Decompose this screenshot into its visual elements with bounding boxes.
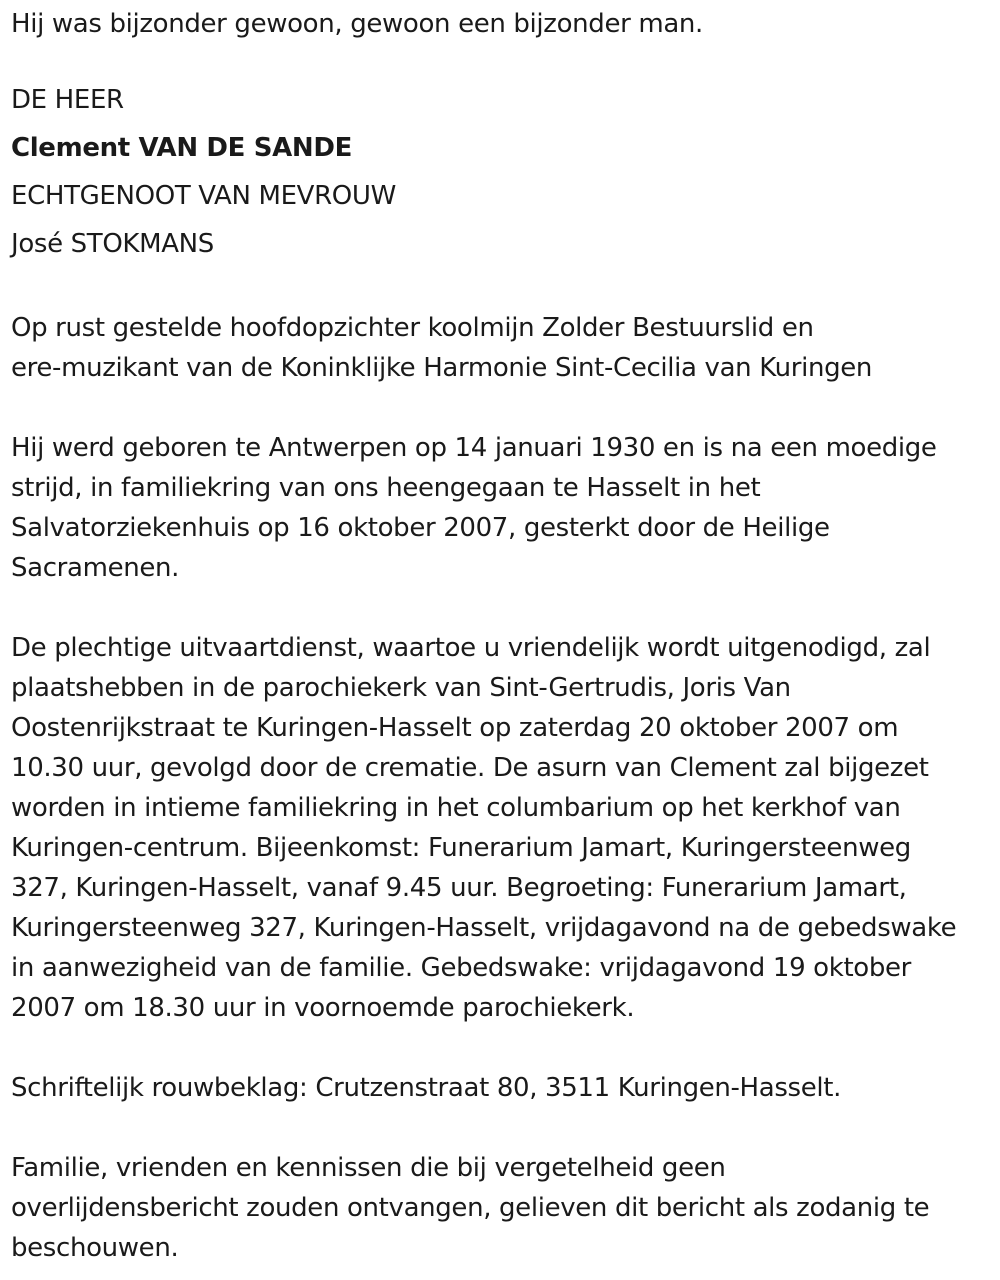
paragraph-line: in aanwezigheid van de familie. Gebedswake: vrijdagavond 19 oktober	[11, 953, 911, 983]
paragraph-birth-death	[11, 428, 993, 588]
paragraph-line: Kuringersteenweg 327, Kuringen-Hasselt, vrijdagavond na de gebedswake	[11, 913, 957, 943]
paragraph-line: Salvatorziekenhuis op 16 oktober 2007, gesterkt door de Heilige	[11, 513, 830, 543]
paragraph-line: Sacramenen.	[11, 553, 180, 583]
obituary-document	[11, 4, 993, 1268]
paragraph-line: Oostenrijkstraat te Kuringen-Hasselt op zaterdag 20 oktober 2007 om	[11, 713, 899, 743]
spouse-name: José STOKMANS	[11, 229, 214, 259]
paragraph-line: overlijdensbericht zouden ontvangen, gelieven dit bericht als zodanig te	[11, 1193, 930, 1223]
spacer	[11, 268, 993, 308]
paragraph-condolences	[11, 1068, 993, 1108]
motto: Hij was bijzonder gewoon, gewoon een bijzonder man.	[11, 9, 703, 39]
spacer	[11, 1028, 993, 1068]
paragraph-career	[11, 308, 993, 388]
paragraph-line: strijd, in familiekring van ons heengegaan te Hasselt in het	[11, 473, 761, 503]
paragraph-line: 327, Kuringen-Hasselt, vanaf 9.45 uur. Begroeting: Funerarium Jamart,	[11, 873, 907, 903]
paragraph-line: ere-muzikant van de Koninklijke Harmonie Sint-Cecilia van Kuringen	[11, 353, 873, 383]
paragraph-line: 10.30 uur, gevolgd door de crematie. De asurn van Clement zal bijgezet	[11, 753, 929, 783]
paragraph-line: worden in intieme familiekring in het columbarium op het kerkhof van	[11, 793, 901, 823]
spacer	[11, 588, 993, 628]
paragraph-line: Op rust gestelde hoofdopzichter koolmijn Zolder Bestuurslid en	[11, 313, 814, 343]
paragraph-line: beschouwen.	[11, 1233, 179, 1263]
paragraph-line: Familie, vrienden en kennissen die bij vergetelheid geen	[11, 1153, 726, 1183]
spacer	[11, 1108, 993, 1148]
paragraph-line: Schriftelijk rouwbeklag: Crutzenstraat 80, 3511 Kuringen-Hasselt.	[11, 1073, 842, 1103]
paragraph-line: De plechtige uitvaartdienst, waartoe u vriendelijk wordt uitgenodigd, zal	[11, 633, 931, 663]
paragraph-line: Kuringen-centrum. Bijeenkomst: Funerarium Jamart, Kuringersteenweg	[11, 833, 911, 863]
paragraph-funeral-service	[11, 628, 993, 1028]
paragraph-line: Hij werd geboren te Antwerpen op 14 januari 1930 en is na een moedige	[11, 433, 937, 463]
paragraph-line: plaatshebben in de parochiekerk van Sint-Gertrudis, Joris Van	[11, 673, 791, 703]
deceased-name: Clement VAN DE SANDE	[11, 133, 352, 163]
relation-label: ECHTGENOOT VAN MEVROUW	[11, 181, 396, 211]
title-prefix: DE HEER	[11, 85, 124, 115]
paragraph-line: 2007 om 18.30 uur in voornoemde parochiekerk.	[11, 993, 635, 1023]
paragraph-notice	[11, 1148, 993, 1268]
spacer	[11, 388, 993, 428]
